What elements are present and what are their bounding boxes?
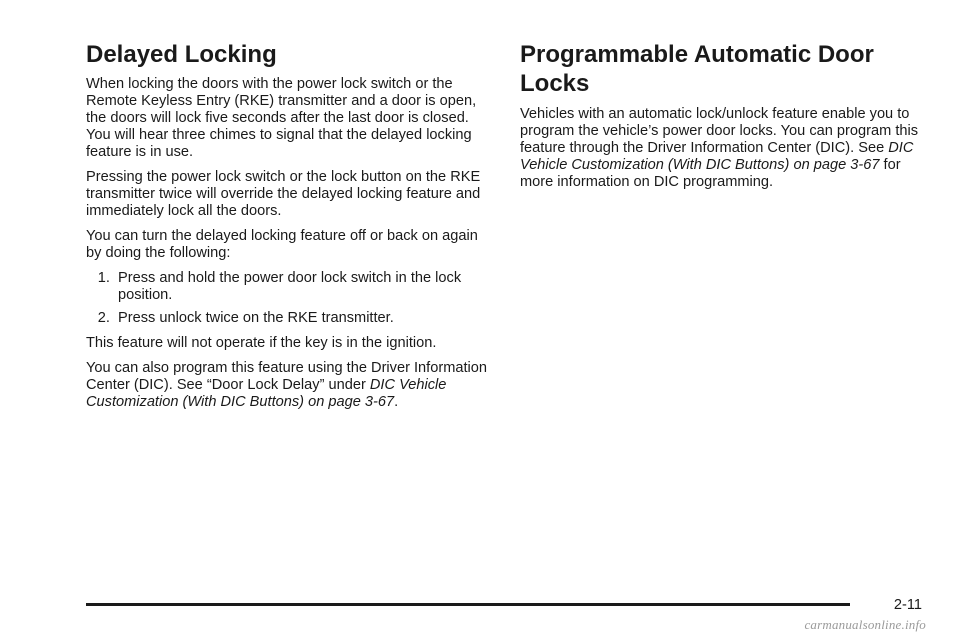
steps-list xyxy=(86,270,490,327)
delayed-locking-paragraph-2: Pressing the power lock switch or the lock button on the RKE transmitter twice will override the delayed locking feature and immediately lock all the doors. xyxy=(86,169,481,219)
left-column xyxy=(86,40,490,419)
delayed-locking-paragraph-3: You can turn the delayed locking feature off or back on again by doing the following: xyxy=(86,228,478,261)
page-number: 2-11 xyxy=(893,597,922,613)
watermark-logo: carmanualsonline.info xyxy=(804,617,926,632)
step-item: 2. Press unlock twice on the RKE transmitter. xyxy=(114,310,490,327)
delayed-locking-paragraph-4: This feature will not operate if the key is in the ignition. xyxy=(86,335,437,351)
paragraph-text: You can also program this feature using the Driver Information Center (DIC). See “Door Lock Delay” under xyxy=(86,360,487,393)
paragraph-text: for more information on DIC programming. xyxy=(520,157,901,190)
section-heading-delayed-locking: Delayed Locking xyxy=(86,41,277,68)
delayed-locking-paragraph-5 xyxy=(86,360,490,411)
delayed-locking-paragraph-1: When locking the doors with the power lock switch or the Remote Keyless Entry (RKE) transmitter and a door is open, the doors will lock five seconds after the last door is closed. You will hear three chimes to signal that the delayed locking feature is in use. xyxy=(86,76,477,160)
paragraph-text: Vehicles with an automatic lock/unlock feature enable you to program the vehicle’s power door locks. You can program this feature through the Driver Information Center (DIC). See xyxy=(520,106,919,156)
cross-reference-link[interactable]: DIC Vehicle Customization (With DIC Buttons) on page 3-67 xyxy=(86,377,447,410)
right-column xyxy=(520,40,930,199)
programmable-locks-paragraph xyxy=(520,106,930,191)
section-heading-programmable-locks: Programmable Automatic Door Locks xyxy=(520,41,874,97)
step-item: 1. Press and hold the power door lock switch in the lock position. xyxy=(114,270,490,304)
paragraph-text: . xyxy=(394,394,399,410)
footer-rule xyxy=(86,603,850,606)
cross-reference-link[interactable]: DIC Vehicle Customization (With DIC Buttons) on page 3-67 xyxy=(520,140,914,173)
